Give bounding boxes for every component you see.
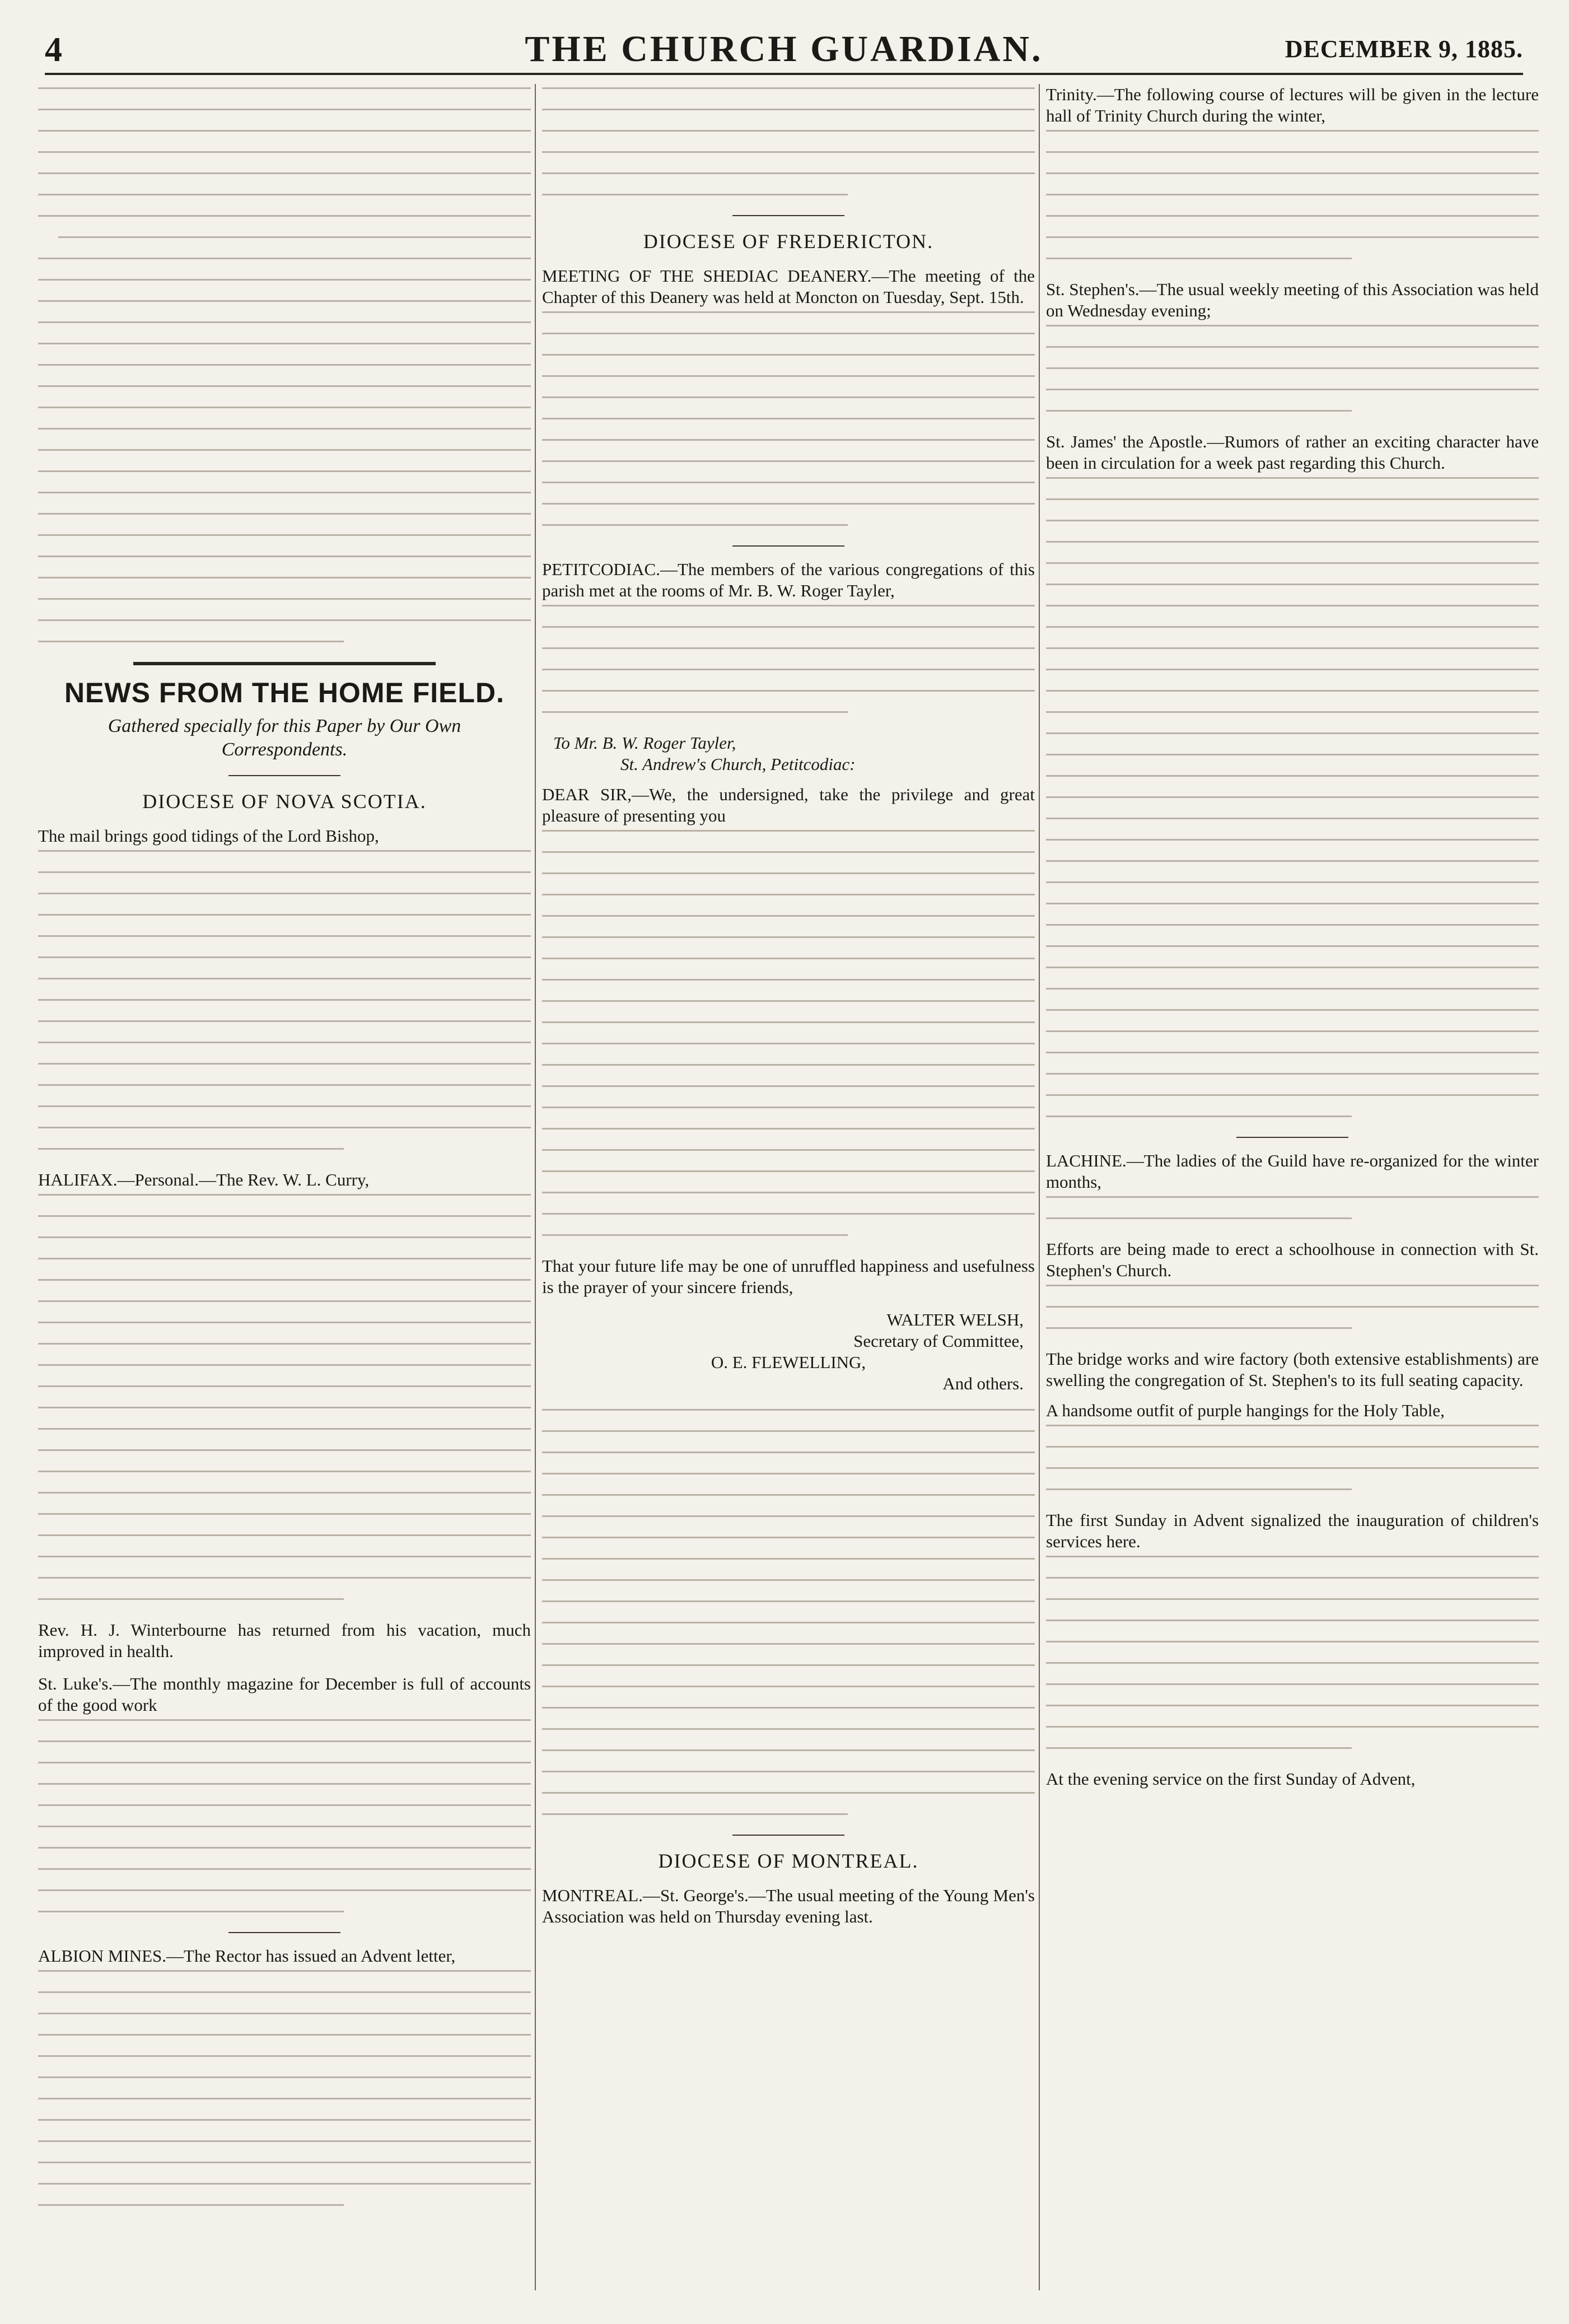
signer-role: Secretary of Committee,	[853, 1331, 1024, 1351]
paragraph-start: The mail brings good tidings of the Lord Bishop,	[38, 826, 379, 846]
illegible-text	[542, 605, 1035, 713]
paragraph: The bridge works and wire factory (both extensive establishments) are swelling the congregation of St. Stephen's to its full seating capacity.	[1046, 1349, 1539, 1390]
diocese-heading: DIOCESE OF NOVA SCOTIA.	[142, 790, 427, 813]
paragraph-start: HALIFAX.—Personal.—The Rev. W. L. Curry,	[38, 1170, 370, 1189]
illegible-text	[1046, 477, 1539, 1117]
paragraph-start: St. Luke's.—The monthly magazine for December is full of accounts of the good work	[38, 1674, 531, 1715]
illegible-text	[1046, 325, 1539, 412]
illegible-text	[542, 1409, 1035, 1815]
paragraph-start: DEAR SIR,—We, the undersigned, take the privilege and great pleasure of presenting you	[542, 785, 1035, 825]
paragraph: Rev. H. J. Winterbourne has returned from his vacation, much improved in health.	[38, 1620, 531, 1661]
illegible-text	[38, 1194, 531, 1600]
signature-block	[542, 1309, 1035, 1394]
illegible-text	[1046, 1285, 1539, 1329]
illegible-text	[38, 850, 531, 1150]
divider	[1236, 1137, 1348, 1138]
divider	[732, 1835, 844, 1836]
paragraph-start: The first Sunday in Advent signalized the inauguration of children's services here.	[1046, 1510, 1539, 1551]
paragraph-start: A handsome outfit of purple hangings for the Holy Table,	[1046, 1401, 1445, 1420]
section-subtitle: Gathered specially for this Paper by Our Own Correspondents.	[108, 716, 461, 760]
illegible-text	[1046, 1196, 1539, 1219]
paragraph-start: Efforts are being made to erect a schoolhouse in connection with St. Stephen's Church.	[1046, 1239, 1539, 1280]
newspaper-title: THE CHURCH GUARDIAN.	[525, 29, 1043, 69]
column-rule	[1039, 84, 1040, 2290]
issue-date: DECEMBER 9, 1885.	[1285, 35, 1523, 63]
illegible-text	[1046, 1425, 1539, 1490]
signer-name: O. E. FLEWELLING,	[711, 1352, 866, 1372]
paragraph-start: St. Stephen's.—The usual weekly meeting of this Association was held on Wednesday evening;	[1046, 279, 1539, 320]
diocese-heading: DIOCESE OF MONTREAL.	[658, 1850, 919, 1872]
signer-name: WALTER WELSH,	[886, 1310, 1024, 1329]
diocese-heading: DIOCESE OF FREDERICTON.	[643, 230, 934, 253]
address-place: St. Andrew's Church, Petitcodiac:	[620, 754, 856, 774]
column-2	[542, 84, 1035, 2302]
section-rule	[133, 662, 436, 665]
paragraph-start: LACHINE.—The ladies of the Guild have re-organized for the winter months,	[1046, 1151, 1539, 1192]
illegible-text	[38, 1970, 531, 2206]
illegible-text	[542, 830, 1035, 1236]
illegible-text	[1046, 130, 1539, 259]
illegible-text	[542, 311, 1035, 526]
paragraph-start: ALBION MINES.—The Rector has issued an Advent letter,	[38, 1946, 456, 1966]
paragraph-start: St. James' the Apostle.—Rumors of rather an exciting character have been in circulation for a week past regarding this Church.	[1046, 432, 1539, 473]
divider	[732, 545, 844, 547]
divider	[732, 215, 844, 216]
divider	[228, 775, 340, 776]
section-title: NEWS FROM THE HOME FIELD.	[64, 677, 505, 708]
paragraph-start: MONTREAL.—St. George's.—The usual meeting of the Young Men's Association was held on Thursday evening last.	[542, 1886, 1035, 1926]
page-number: 4	[45, 31, 62, 69]
illegible-text	[1046, 1556, 1539, 1749]
paragraph-start: At the evening service on the first Sunday of Advent,	[1046, 1769, 1416, 1789]
paragraph-start: Trinity.—The following course of lectures will be given in the lecture hall of Trinity Church during the winter,	[1046, 85, 1539, 125]
paragraph: That your future life may be one of unruffled happiness and usefulness is the prayer of your sincere friends,	[542, 1256, 1035, 1297]
column-3	[1046, 84, 1539, 2302]
signer-role: And others.	[942, 1374, 1024, 1393]
illegible-text	[542, 87, 1035, 195]
divider	[228, 1932, 340, 1933]
masthead	[45, 22, 1523, 75]
column-rule	[535, 84, 536, 2290]
illegible-text	[38, 87, 531, 642]
address-to: To Mr. B. W. Roger Tayler,	[553, 733, 736, 753]
paragraph-start: MEETING OF THE SHEDIAC DEANERY.—The meeting of the Chapter of this Deanery was held at Moncton on Tuesday, Sept. 15th.	[542, 266, 1035, 307]
paragraph-start: PETITCODIAC.—The members of the various congregations of this parish met at the rooms of Mr. B. W. Roger Tayler,	[542, 559, 1035, 600]
column-1	[38, 84, 531, 2302]
illegible-text	[38, 1719, 531, 1912]
